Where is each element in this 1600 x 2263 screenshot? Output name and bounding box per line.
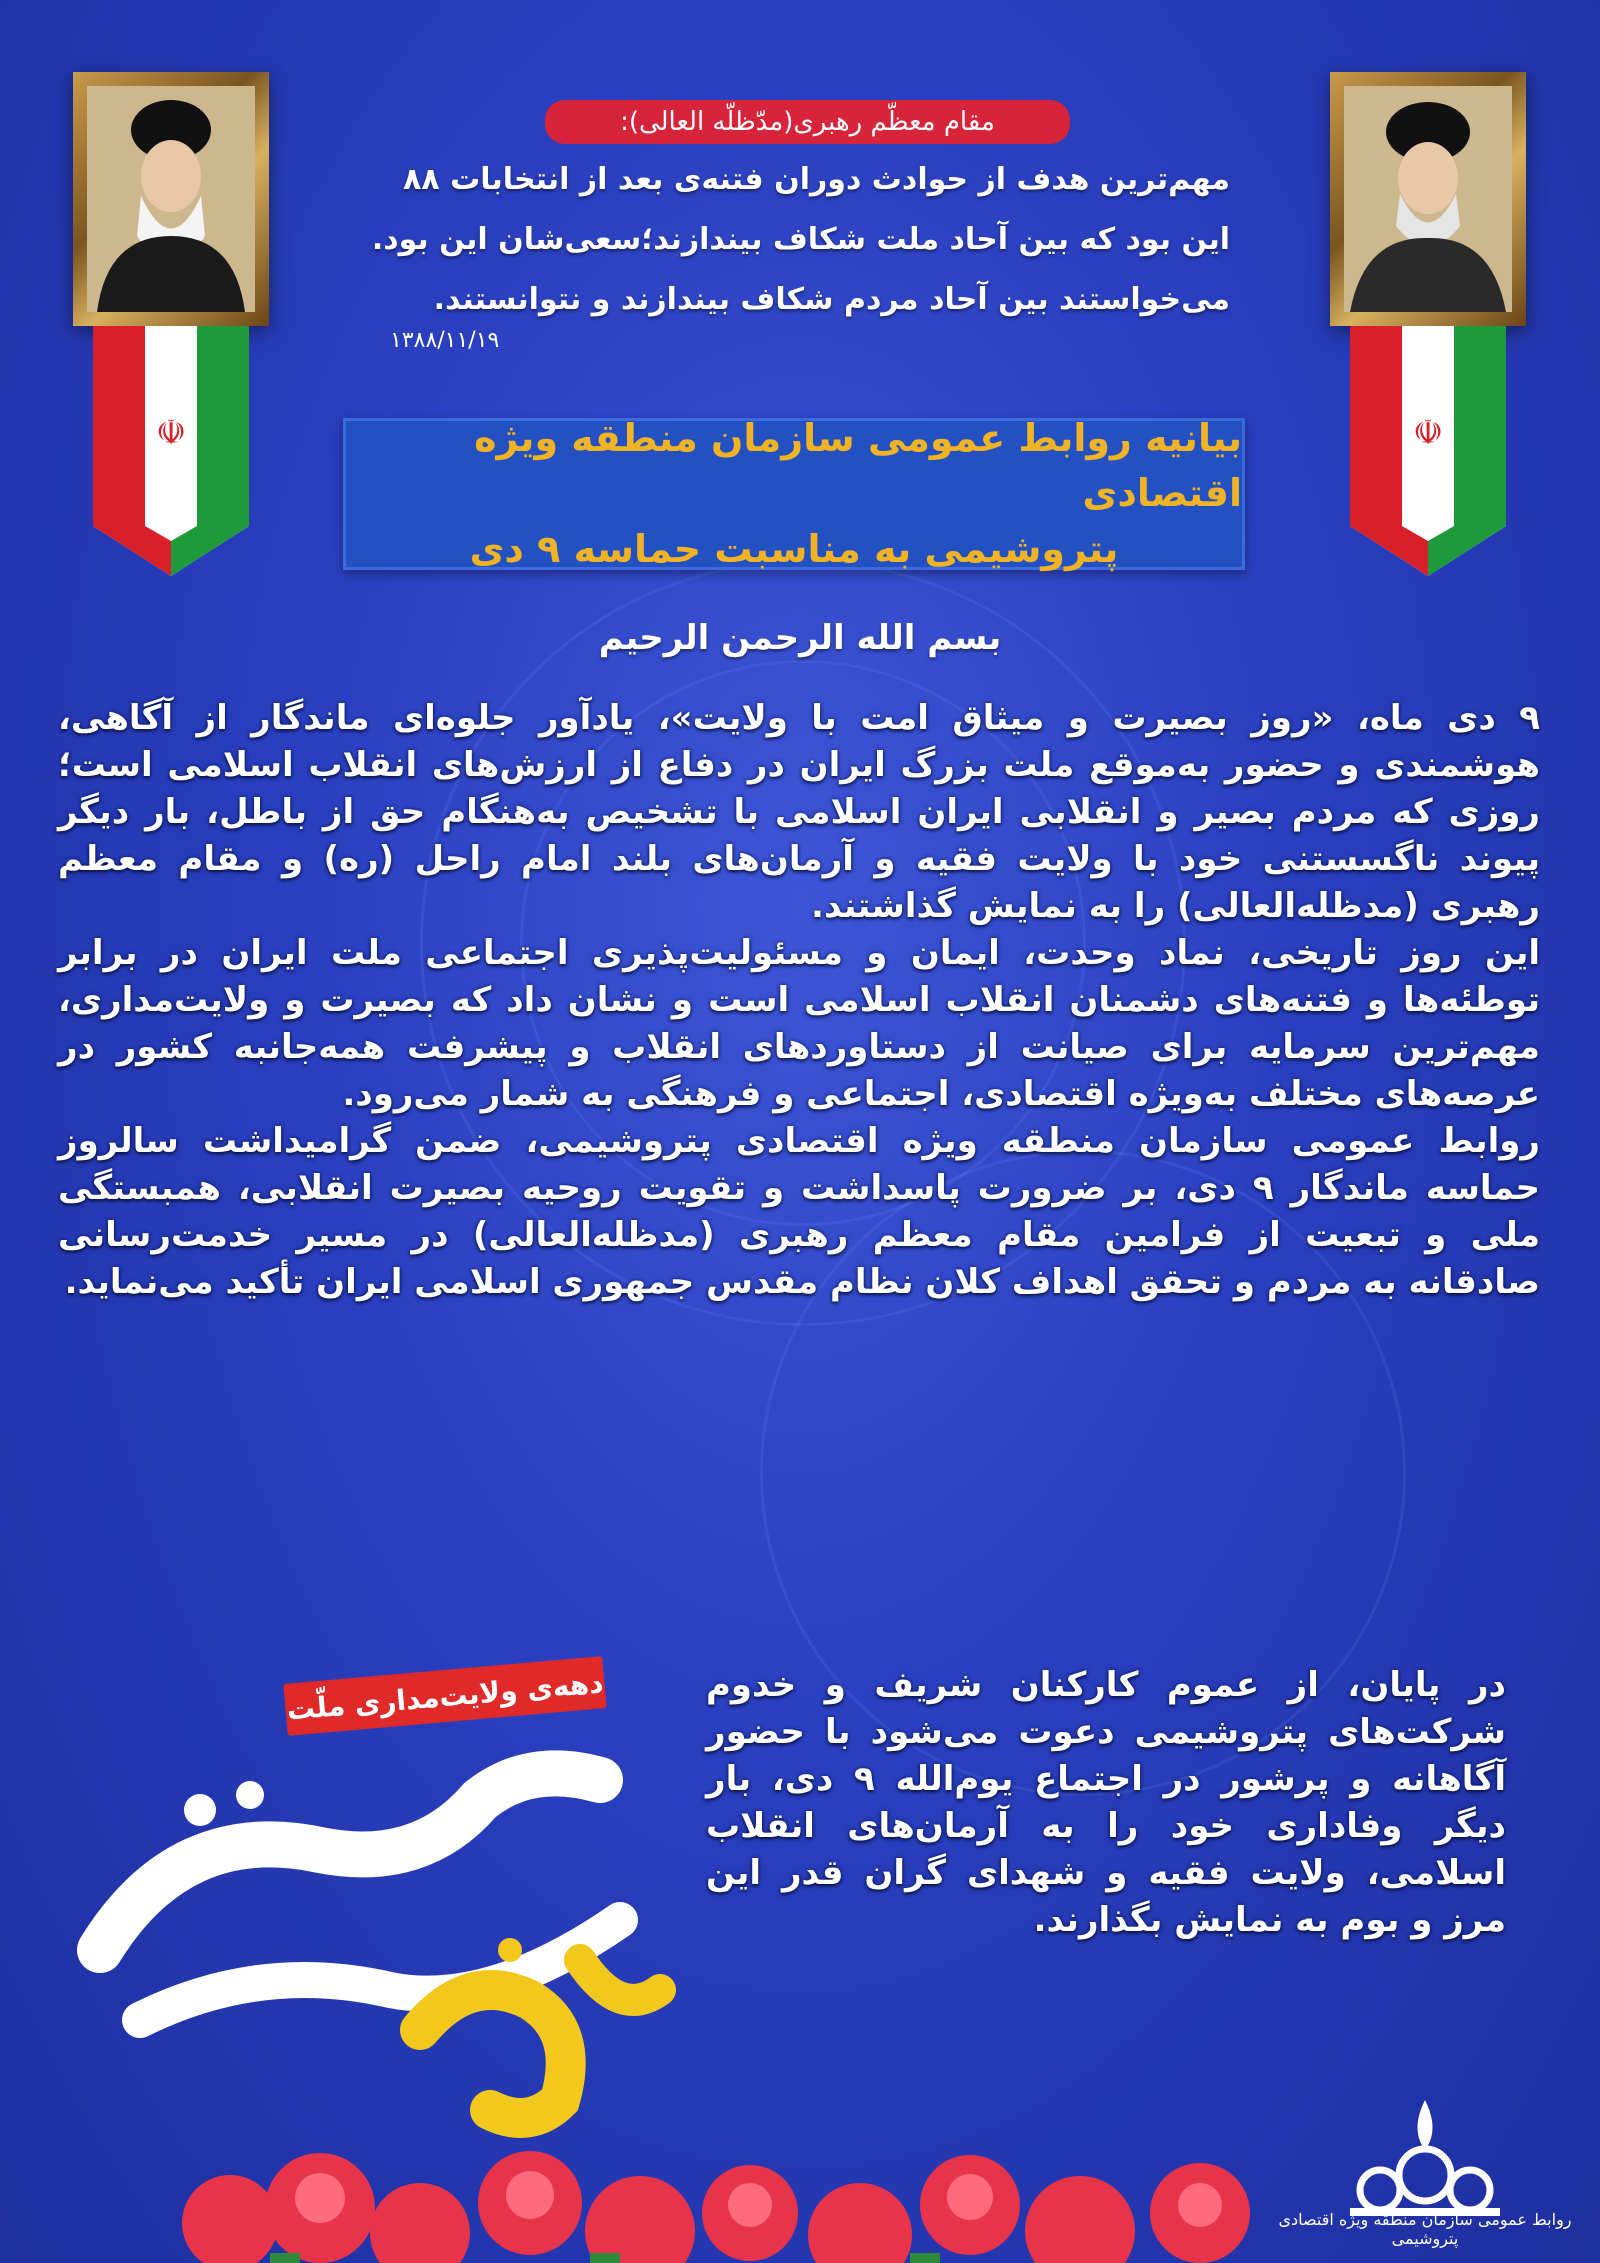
left-portrait-image (87, 86, 255, 312)
svg-text:☫: ☫ (1412, 413, 1444, 453)
right-portrait-image (1344, 86, 1512, 312)
quote-line-3: می‌خواستند بین آحاد مردم شکاف بیندازند و نتوانستند. (433, 282, 1230, 317)
right-iran-flag (1350, 326, 1506, 576)
logo-caption: روابط عمومی سازمان منطقه ویژه اقتصادی پتروشیمی (1278, 2210, 1572, 2248)
title-line-2: پتروشیمی به مناسبت حماسه ۹ دی (469, 526, 1119, 571)
bismillah-heading: بسم الله الرحمن الرحیم (598, 618, 1002, 658)
closing-paragraph: در پایان، از عموم کارکنان شریف و خدوم شرکت‌های پتروشیمی دعوت می‌شود با حضور آگاهانه و پرشور در اجتماع یوم‌الله ۹ دی، بار دیگر وفاداری خود را به آرمان‌های انقلاب اسلامی، ولایت فقیه و شهدای گران قدر این مرز و بوم به نمایش بگذارند. (706, 1665, 1506, 1940)
quote-label: مقام معظّم رهبری(مدّظلّه العالی): (545, 100, 1070, 144)
calligraphy-dahe-basirat (60, 1700, 680, 2140)
quote-line-2: این بود که بین آحاد ملت شکاف بیندازند؛سعی‌شان این بود. (371, 222, 1230, 257)
statement-title-box (343, 418, 1245, 570)
title-line-1: بیانیه روابط عمومی سازمان منطقه ویژه اقتصادی (474, 416, 1242, 516)
left-iran-flag (93, 326, 249, 576)
right-portrait-frame (1330, 72, 1526, 326)
quote-line-1: مهم‌ترین هدف از حوادث دوران فتنه‌ی بعد از انتخابات ۸۸ (403, 162, 1230, 197)
quote-date: ۱۳۸۸/۱۱/۱۹ (390, 328, 500, 353)
left-portrait-frame (73, 72, 269, 326)
carnation-flowers (170, 2113, 1270, 2263)
calligraphy-text: دهه بصیرت (367, 2130, 373, 2131)
paragraph-2: این روز تاریخی، نماد وحدت، ایمان و مسئولیت‌پذیری اجتماعی ملت ایران در برابر توطئه‌ها و فتنه‌های دشمنان انقلاب اسلامی است و نشان داد که بصیرت و ولایت‌مداری، مهم‌ترین سرمایه برای صیانت از دستاوردهای انقلاب و پیشرفت همه‌جانبه کشور در عرصه‌های مختلف به‌ویژه اقتصادی، اجتماعی و فرهنگی به شمار می‌رود. (58, 933, 1540, 1114)
paragraph-1: ۹ دی ماه، «روز بصیرت و میثاق امت با ولایت»، یادآور جلوه‌ای ماندگار از آگاهی، هوشمندی و حضور به‌موقع ملت بزرگ ایران در دفاع از ارزش‌های انقلاب اسلامی است؛ روزی که مردم بصیر و انقلابی ایران اسلامی با تشخیص به‌هنگام حق از باطل، بار دیگر پیوند ناگسستنی خود با ولایت فقیه و آرمان‌های بلند امام راحل (ره) و مقام معظم رهبری (مدظله‌العالی) را به نمایش گذاشتند. (58, 698, 1540, 926)
decade-banner: دهه‌ی ولایت‌مداری ملّت (283, 1656, 606, 1736)
statement-body (58, 695, 1540, 1306)
paragraph-3: روابط عمومی سازمان منطقه ویژه اقتصادی پتروشیمی، ضمن گرامیداشت سالروز حماسه ماندگار ۹ دی، بر ضرورت پاسداشت و تقویت روحیه بصیرت انقلابی، همبستگی ملی و تبعیت از فرامین مقام معظم رهبری (مدظله‌العالی) در مسیر خدمت‌رسانی صادقانه به مردم و تحقق اهداف کلان نظام مقدس جمهوری اسلامی ایران تأکید می‌نماید. (58, 1121, 1540, 1302)
svg-text:☫: ☫ (155, 413, 187, 453)
